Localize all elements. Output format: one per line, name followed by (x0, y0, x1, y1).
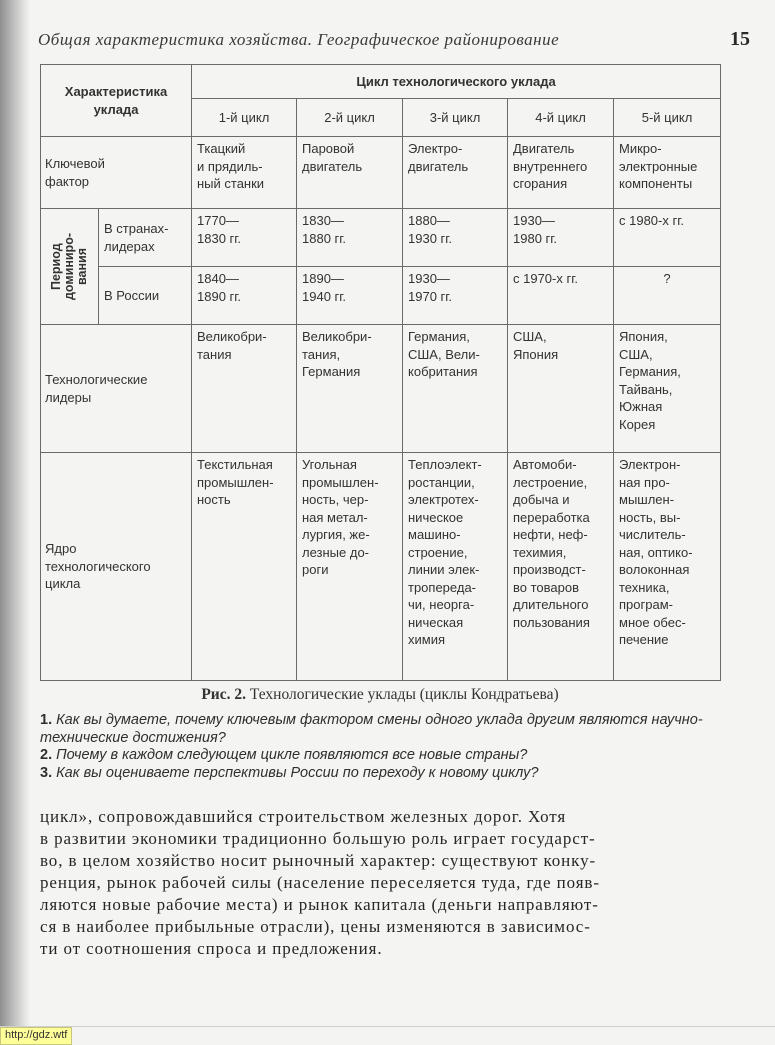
question-item (40, 712, 730, 747)
key-factor-cell: Микро- электронные компоненты (614, 137, 721, 209)
period-russia-cell: 1840— 1890 гг. (192, 267, 297, 325)
question-text: Как вы думаете, почему ключевым фактором смены одного уклада другим являются научно-технические достижения? (40, 712, 703, 746)
key-factor-cell: Электро- двигатель (403, 137, 508, 209)
question-item (40, 747, 730, 765)
tech-leaders-cell: Великобри- тания, Германия (297, 325, 403, 453)
corner-header: Характеристика уклада (41, 65, 192, 137)
page-binding-shadow (0, 0, 30, 1043)
question-text: Почему в каждом следующем цикле появляются все новые страны? (56, 747, 528, 763)
key-factor-cell: Ткацкий и прядиль- ный станки (192, 137, 297, 209)
core-label: Ядро технологического цикла (41, 453, 192, 681)
period-russia-cell: 1890— 1940 гг. (297, 267, 403, 325)
tech-leaders-cell: Япония, США, Германия, Тайвань, Южная Корея (614, 325, 721, 453)
tech-leaders-cell: Германия, США, Вели- кобритания (403, 325, 508, 453)
period-label-cell (41, 209, 99, 325)
figure-title: Технологические уклады (циклы Кондратьева) (249, 686, 559, 703)
period-leaders-cell: 1880— 1930 гг. (403, 209, 508, 267)
period-leaders-cell: 1770— 1830 гг. (192, 209, 297, 267)
period-leaders-label: В странах- лидерах (99, 209, 192, 267)
figure-caption (40, 686, 720, 704)
tech-leaders-cell: США, Япония (508, 325, 614, 453)
cycle-header-3: 3-й цикл (403, 99, 508, 137)
key-factor-cell: Двигатель внутреннего сгорания (508, 137, 614, 209)
questions-block (40, 712, 730, 782)
core-row (41, 453, 721, 681)
period-russia-cell: 1930— 1970 гг. (403, 267, 508, 325)
question-text: Как вы оцениваете перспективы России по переходу к новому циклу? (56, 764, 539, 781)
period-russia-row (41, 267, 721, 325)
tech-leaders-cell: Великобри- тания (192, 325, 297, 453)
cycle-header-1: 1-й цикл (192, 99, 297, 137)
figure-number: Рис. 2. (201, 686, 246, 703)
period-label: Период доминиро- вания (49, 232, 89, 300)
key-factor-row (41, 137, 721, 209)
question-number: 2. (40, 747, 53, 763)
core-cell: Теплоэлект- ростанции, электротех- ническое машино- строение, линии элек- тропереда- чи, неорга- ническая химия (403, 453, 508, 681)
period-russia-label: В России (99, 267, 192, 325)
period-russia-cell: с 1970-х гг. (508, 267, 614, 325)
core-cell: Угольная промышлен- ность, чер- ная метал- лургия, же- лезные до- роги (297, 453, 403, 681)
period-russia-cell: ? (614, 267, 721, 325)
core-cell: Электрон- ная про- мышлен- ность, вы- числитель- ная, оптико- волоконная техника, програм- мное обес- печение (614, 453, 721, 681)
cycle-header-4: 4-й цикл (508, 99, 614, 137)
footer-divider (0, 1026, 775, 1027)
period-leaders-cell: с 1980-х гг. (614, 209, 721, 267)
question-number: 1. (40, 712, 53, 728)
cycle-header-2: 2-й цикл (297, 99, 403, 137)
cycle-header-5: 5-й цикл (614, 99, 721, 137)
period-leaders-row (41, 209, 721, 267)
key-factor-cell: Паровой двигатель (297, 137, 403, 209)
tech-leaders-label: Технологические лидеры (41, 325, 192, 453)
question-item (40, 765, 730, 783)
tech-leaders-row (41, 325, 721, 453)
question-number: 3. (40, 764, 53, 781)
key-factor-label: Ключевой фактор (41, 137, 192, 209)
running-title: Общая характеристика хозяйства. Географическое районирование (38, 30, 560, 49)
core-cell: Автомоби- лестроение, добыча и переработка нефти, неф- техимия, производст- во товаров длительного пользования (508, 453, 614, 681)
watermark-link[interactable]: http://gdz.wtf (0, 1027, 72, 1045)
body-text (40, 806, 724, 960)
period-leaders-cell: 1830— 1880 гг. (297, 209, 403, 267)
kondratiev-cycles-table (40, 64, 721, 681)
body-paragraph: цикл», сопровождавшийся строительством железных дорог. Хотя в развитии экономики традиционно большую роль играет государст- во, в целом хозяйство носит рыночный характер: существуют конку- ренция, рынок рабочей силы (население переселяется туда, где появ- ляются новые рабочие места) и рынок капитала (деньги направляют- ся в наиболее прибыльные отрасли), цены изменяются в зависимос- ти от соотношения спроса и предложения. (40, 807, 600, 958)
period-leaders-cell: 1930— 1980 гг. (508, 209, 614, 267)
page-header (38, 28, 750, 56)
core-cell: Текстильная промышлен- ность (192, 453, 297, 681)
page-number: 15 (730, 28, 750, 50)
cycle-group-header: Цикл технологического уклада (192, 65, 721, 99)
